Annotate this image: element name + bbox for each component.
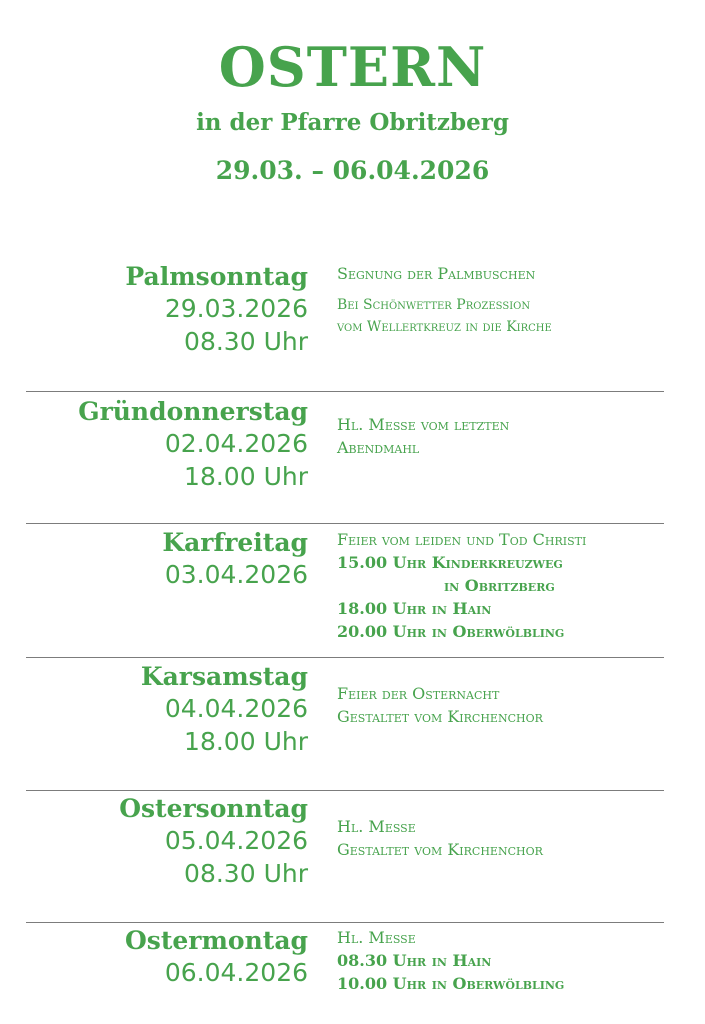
event-line: vom Wellertkreuz in die Kirche (337, 319, 552, 335)
event-line: Feier vom leiden und Tod Christi (337, 530, 587, 549)
day-time: 08.30 Uhr (184, 327, 308, 356)
day-name: Karfreitag (162, 528, 308, 557)
event-line: 15.00 Uhr Kinderkreuzweg (337, 553, 563, 572)
event-line: 10.00 Uhr in Oberwölbling (337, 974, 565, 993)
day-name: Ostersonntag (119, 794, 308, 823)
day-time: 08.30 Uhr (184, 859, 308, 888)
divider (26, 922, 664, 923)
event-line: Bei Schönwetter Prozession (337, 297, 531, 313)
event-line: Gestaltet vom Kirchenchor (337, 707, 543, 726)
event-line: Segnung der Palmbuschen (337, 264, 536, 283)
divider (26, 790, 664, 791)
event-line: 18.00 Uhr in Hain (337, 599, 492, 618)
event-line: 20.00 Uhr in Oberwölbling (337, 622, 565, 641)
divider (26, 657, 664, 658)
day-time: 18.00 Uhr (184, 727, 308, 756)
day-name: Ostermontag (124, 926, 308, 955)
day-date: 03.04.2026 (164, 560, 308, 589)
day-date: 02.04.2026 (164, 429, 308, 458)
day-name: Gründonnerstag (78, 397, 308, 426)
day-date: 05.04.2026 (164, 826, 308, 855)
page-title: OSTERN (218, 35, 487, 99)
event-line: Hl. Messe (337, 928, 416, 947)
event-line: Feier der Osternacht (337, 684, 500, 703)
date-range: 29.03. – 06.04.2026 (215, 156, 490, 185)
event-line: Hl. Messe (337, 817, 416, 836)
event-line: Abendmahl (337, 438, 420, 457)
event-line: Gestaltet vom Kirchenchor (337, 840, 543, 859)
page-subtitle: in der Pfarre Obritzberg (196, 109, 509, 136)
day-name: Palmsonntag (125, 262, 308, 291)
divider (26, 523, 664, 524)
day-name: Karsamstag (140, 662, 308, 691)
day-date: 29.03.2026 (164, 294, 308, 323)
day-time: 18.00 Uhr (184, 462, 308, 491)
day-date: 04.04.2026 (164, 694, 308, 723)
header (0, 36, 705, 186)
divider (26, 391, 664, 392)
event-line: 08.30 Uhr in Hain (337, 951, 492, 970)
event-line: Hl. Messe vom letzten (337, 415, 510, 434)
day-date: 06.04.2026 (164, 958, 308, 987)
event-line: in Obritzberg (444, 576, 555, 595)
